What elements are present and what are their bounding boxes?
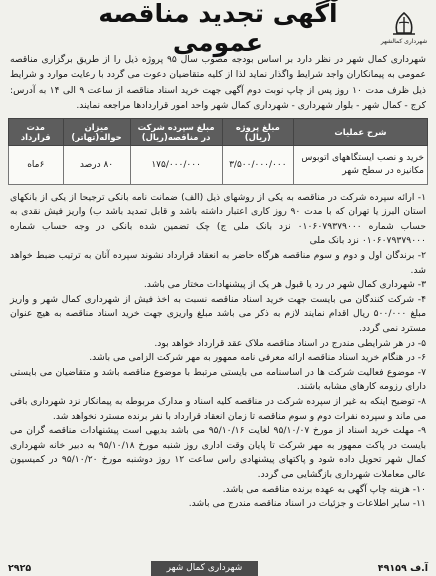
condition-item: ۴- شرکت کنندگان می بایست جهت خرید اسناد مناقصه نسبت به اخذ فیش از شهرداری کمال شهر و واریز مبلغ ۵۰۰/۰۰۰ ریال اقدام نمایند لازم به ذکر می باشد مبلغ واریزی جهت خرید اسناد مناقصه به هیچ عنوان مسترد نمی گردد.: [10, 293, 426, 334]
condition-item: ۱- ارائه سپرده شرکت در مناقصه به یکی از روشهای ذیل (الف) ضمانت نامه بانکی ترجیحا از یکی از بانکهای استان البرز یا تهران که با مدت ۹۰ روز کاری اعتبار داشته باشد و قابل تمدید باشد ب) واریز فیش نقدی به حساب شماره ۰۱۰۶۰۷۹۳۷۹۰۰۰ نزد بانک ملی ج) چک تضمین شده بانکی در وجه حساب شماره ۰۱۰۶۰۷۹۳۷۹۰۰۰ نزد بانک ملی: [10, 191, 426, 247]
cell-duration: ۶ماه: [9, 145, 64, 184]
condition-item: ۸- توضیح اینکه به غیر از سپرده شرکت در مناقصه کلیه اسناد و مدارک مربوطه به پیمانکار نزد شهرداری باقی می ماند و سپرده نفرات دوم و سوم مناقصه تا زمان انعقاد قرارداد با نفر برنده مسترد نخواهد شد.: [10, 395, 426, 422]
footer-code: آ.ف ۴۹۱۵۹: [377, 562, 428, 574]
tender-table: [8, 118, 428, 185]
condition-item: ۵- در هر شرایطی مندرج در اسناد مناقصه ملاک عقد قرارداد خواهد بود.: [154, 337, 426, 349]
conditions-list: [10, 191, 426, 512]
cell-description: خرید و نصب ایستگاههای اتوبوس مکانیزه در سطح شهر: [293, 145, 427, 184]
municipality-logo: [380, 6, 428, 50]
header-project-amount: مبلغ پروژه (ریال): [222, 118, 293, 145]
condition-item: ۱۰- هزینه چاپ آگهی به عهده برنده مناقصه می باشد.: [222, 483, 426, 495]
municipality-emblem-icon: [387, 11, 421, 37]
header-description: شرح عملیات: [293, 118, 427, 145]
table-row: [9, 145, 428, 184]
footer: [0, 560, 436, 576]
header: [8, 0, 428, 57]
header-referral: میزان حواله(تهاتر): [63, 118, 130, 145]
cell-referral: ۸۰ درصد: [63, 145, 130, 184]
condition-item: ۱۱- سایر اطلاعات و جزئیات در اسناد مناقصه مندرج می باشد.: [188, 498, 426, 510]
notice-title: آگهی تجدید مناقصه عمومی: [98, 0, 338, 57]
condition-item: ۶- در هنگام خرید اسناد مناقصه ارائه معرفی نامه ممهور به مهر شرکت الزامی می باشد.: [89, 352, 426, 364]
cell-deposit: ۱۷۵/۰۰۰/۰۰۰: [130, 145, 222, 184]
condition-item: ۳- شهرداری کمال شهر در رد یا قبول هر یک از پیشنهادات مختار می باشد.: [143, 279, 426, 291]
condition-item: ۹- مهلت خرید اسناد از مورخ ۹۵/۱۰/۰۷ لغایت ۹۵/۱۰/۱۶ می باشد بدیهی است پیشنهادات مناقصه گران می بایست در پاکت ممهور به مهر شرکت تا پایان وقت اداری روز شنبه مورخ ۹۵/۱۰/۱۸ به دبیر خانه شهرداری کمال شهر تحویل داده شود و پاکتهای پیشنهادی راس ساعت ۱۲ روز دوشنبه مورخ ۹۵/۱۰/۲۰ در کمیسیون عالی معاملات شهرداری بازگشایی می گردد.: [10, 425, 427, 480]
table-header-row: [9, 118, 428, 145]
footer-issuer: شهرداری کمال شهر: [151, 561, 259, 576]
condition-item: ۲- برندگان اول و دوم و سوم مناقصه هرگاه حاضر به انعقاد قرارداد نشوند سپرده آنان به ترتیب ضبط خواهد شد.: [10, 250, 426, 276]
header-deposit: مبلغ سپرده شرکت در مناقصه(ریال): [130, 118, 222, 145]
footer-number: ۲۹۲۵: [8, 562, 32, 574]
header-duration: مدت قرارداد: [9, 118, 64, 145]
logo-caption: شهرداری کمالشهر: [380, 37, 428, 45]
intro-paragraph: شهرداری کمال شهر در نظر دارد بر اساس بودجه مصوب سال ۹۵ پروژه ذیل را از طریق برگزاری مناقصه عمومی به پیمانکاران واجد شرایط واگذار نماید لذا از کلیه متقاضیان دعوت می گردد با رعایت موارد و شرایط ذیل ظرف مدت ۱۰ روز پس از چاپ نوبت دوم آگهی جهت خرید اسناد مناقصه از ساعت ۹ الی ۱۴ به آدرس: کرج - کمال شهر - بلوار شهرداری - شهرداری کمال شهر واحد امور قراردادها مراجعه نمایند.: [10, 54, 427, 112]
cell-project-amount: ۳/۵۰۰/۰۰۰/۰۰۰: [222, 145, 293, 184]
condition-item: ۷- موضوع فعالیت شرکت ها در اساسنامه می بایستی مرتبط با موضوع مناقصه باشد و متقاضیان می بایستی دارای رزومه کارهای مشابه باشند.: [10, 366, 426, 393]
